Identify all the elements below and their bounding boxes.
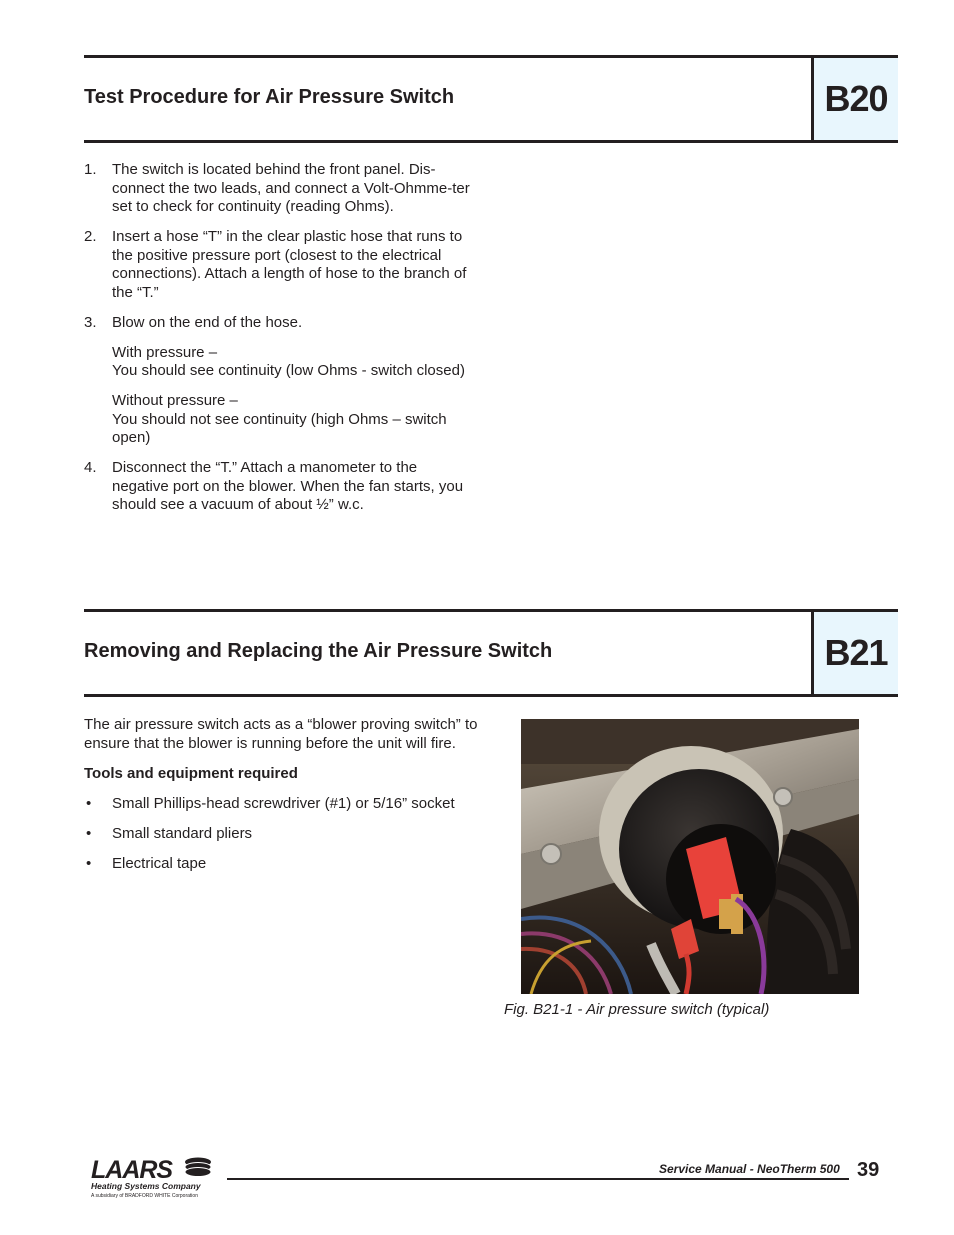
tool-text: Electrical tape: [112, 854, 207, 872]
step-text: Blow on the end of the hose.: [112, 313, 303, 331]
without-pressure-text: You should not see continuity (high Ohms – switch open): [112, 410, 447, 446]
step-text: Insert a hose “T” in the clear plastic hose that runs to the positive pressure port (closest to the electrical connections). Attach a length of hose to the branch of the “T.”: [112, 228, 467, 301]
step-item: [84, 228, 476, 302]
manual-title: Service Manual - NeoTherm 500: [659, 1162, 840, 1176]
bullet-icon: •: [86, 824, 92, 842]
list-item: [84, 795, 484, 814]
air-pressure-switch-photo: [521, 719, 859, 994]
bullet-icon: •: [86, 794, 92, 812]
figure-caption: Fig. B21-1 - Air pressure switch (typical): [504, 1001, 770, 1018]
step-number: 1.: [84, 161, 97, 178]
svg-text:LAARS: LAARS: [91, 1156, 173, 1184]
list-item: [84, 855, 484, 874]
tools-list: [84, 795, 484, 874]
procedure-steps: [84, 161, 476, 526]
tool-text: Small standard pliers: [112, 824, 253, 842]
without-pressure-label: Without pressure –: [112, 392, 238, 409]
list-item: [84, 825, 484, 844]
svg-text:Heating Systems Company: Heating Systems Company: [91, 1181, 201, 1191]
photo-illustration: [521, 719, 859, 994]
svg-text:A subsidiary of BRADFORD WHITE: A subsidiary of BRADFORD WHITE Corporation: [91, 1193, 198, 1199]
tools-heading: Tools and equipment required: [84, 764, 298, 782]
section-code-badge: B20: [811, 58, 898, 140]
step-text: Disconnect the “T.” Attach a manometer to the negative port on the blower. When the fan starts, you should see a vacuum of about ½” w.c.: [112, 459, 464, 513]
with-pressure-label: With pressure –: [112, 343, 218, 361]
bullet-icon: •: [86, 854, 92, 872]
intro-paragraph: The air pressure switch acts as a “blower proving switch” to ensure that the blower is running before the unit will fire.: [84, 716, 478, 752]
page-number: 39: [857, 1159, 880, 1181]
step-item: [84, 459, 476, 515]
step-item: [84, 314, 476, 448]
step-item: [84, 161, 476, 217]
section-title: Removing and Replacing the Air Pressure Switch: [84, 640, 553, 662]
step-text: The switch is located behind the front panel. Dis-connect the two leads, and connect a Volt-Ohmme-ter set to check for continuity (reading Ohms).: [112, 161, 470, 215]
b21-text-column: [84, 716, 484, 885]
without-pressure-note: [112, 392, 476, 448]
section-title: Test Procedure for Air Pressure Switch: [84, 86, 455, 108]
laars-logo: [91, 1152, 215, 1202]
step-number: 4.: [84, 459, 97, 476]
section-header-b21: [84, 609, 898, 697]
laars-logo-graphic: [91, 1152, 215, 1202]
step-number: 3.: [84, 313, 97, 331]
step-number: 2.: [84, 228, 97, 245]
section-code-badge: B21: [811, 612, 898, 694]
footer-divider: [227, 1178, 849, 1180]
tool-text: Small Phillips-head screwdriver (#1) or 5/16” socket: [112, 794, 455, 812]
with-pressure-text: You should see continuity (low Ohms - switch closed): [112, 362, 465, 379]
with-pressure-note: [112, 344, 476, 381]
section-header-b20: [84, 55, 898, 143]
